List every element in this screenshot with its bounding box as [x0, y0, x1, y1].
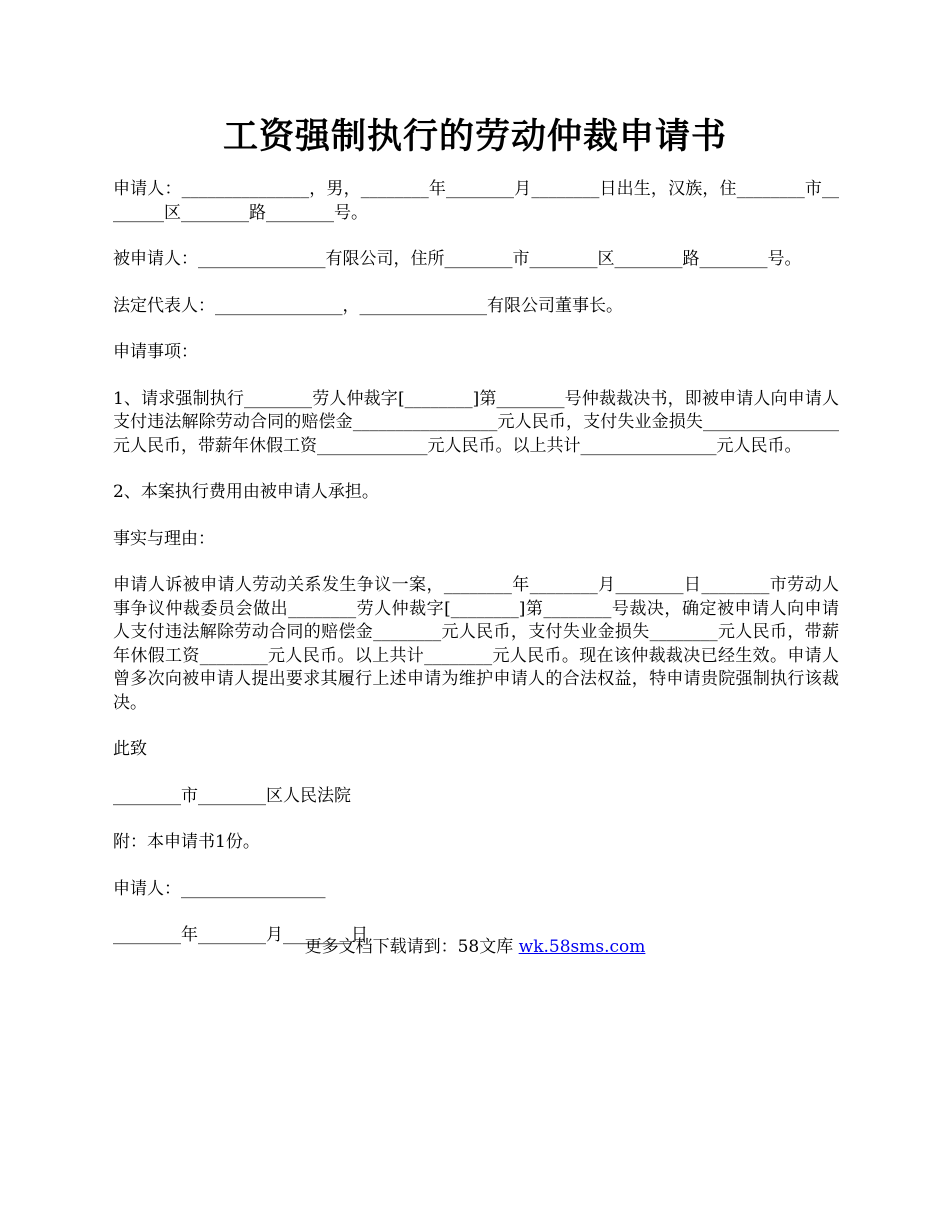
date-line: ________年________月________日	[113, 925, 368, 945]
facts-heading: 事实与理由：	[113, 528, 215, 549]
respondent-info-paragraph: 被申请人：_______________有限公司，住所________市________区________路________号。	[113, 249, 802, 269]
download-footer	[0, 935, 950, 959]
document-title: 工资强制执行的劳动仲裁申请书	[222, 116, 727, 157]
legal-representative-paragraph: 法定代表人：_______________，_______________有限公司董事长。	[113, 295, 623, 316]
court-name-line: ________市________区人民法院	[113, 785, 351, 806]
salutation: 此致	[113, 739, 147, 759]
attachment-line: 附：本申请书1份。	[113, 832, 260, 852]
request-item-1: 1、请求强制执行________劳人仲裁字[________]第________号仲裁裁决书，即被申请人向申请人支付违法解除劳动合同的赔偿金_________________元人民币，支付失业金损失________________元人民币，带薪年休假工资_____________元人民币。以上共计________________元人民币。	[113, 388, 839, 456]
footer-link[interactable]: wk.58sms.com	[518, 937, 646, 957]
document-body	[113, 178, 839, 971]
applicant-info-paragraph: 申请人：_______________，男，________年________月________日出生，汉族，住________市________区________路________号。	[113, 179, 839, 223]
requests-heading: 申请事项：	[113, 342, 198, 362]
signature-line: 申请人：_________________	[113, 878, 326, 899]
request-item-2: 2、本案执行费用由被申请人承担。	[113, 482, 379, 502]
footer-text: 更多文档下载请到：58文库	[304, 937, 519, 957]
facts-paragraph: 申请人诉被申请人劳动关系发生争议一案，________年________月________日________市劳动人事争议仲裁委员会做出________劳人仲裁字[________]第________号裁决，确定被申请人向申请人支付违法解除劳动合同的赔偿金________元人民币，支付失业金损失________元人民币，带薪年休假工资________元人民币。以上共计________元人民币。现在该仲裁裁决已经生效。申请人曾多次向被申请人提出要求其履行上述申请为维护申请人的合法权益，特申请贵院强制执行该裁决。	[113, 575, 839, 713]
